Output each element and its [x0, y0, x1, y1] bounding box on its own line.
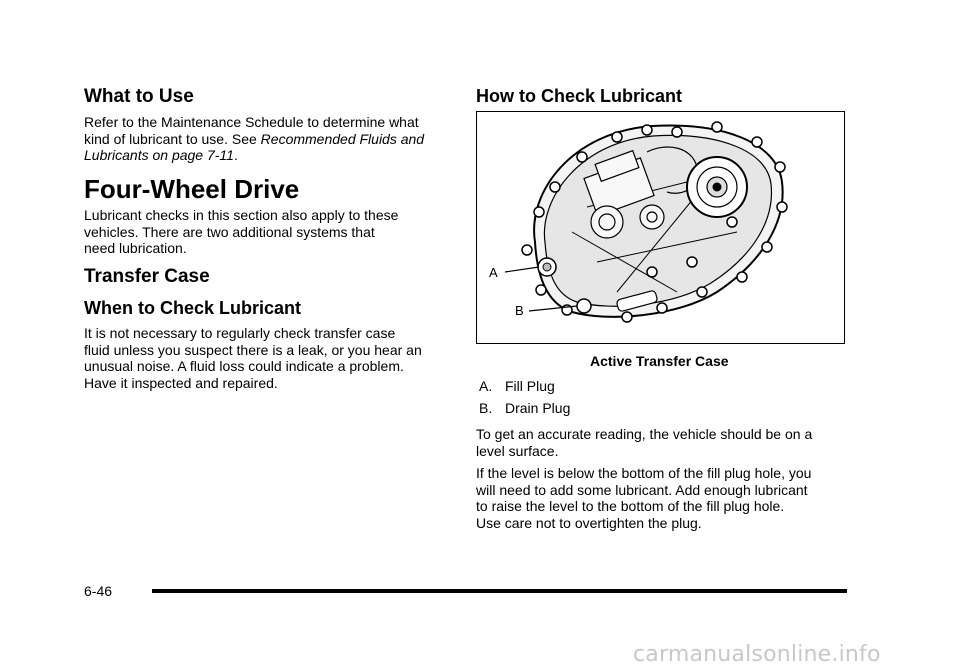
paragraph-line: level surface.: [476, 442, 559, 459]
callout-b-label: B: [515, 303, 524, 318]
paragraph-line: vehicles. There are two additional systems that: [84, 223, 375, 240]
page-number: 6-46: [84, 583, 113, 599]
paragraph-line: will need to add some lubricant. Add enough lubricant: [476, 481, 808, 498]
transfer-case-heading: Transfer Case: [84, 266, 210, 287]
paragraph-line: need lubrication.: [84, 240, 187, 256]
paragraph-line: Refer to the Maintenance Schedule to determine what: [84, 114, 419, 130]
paragraph-line: [84, 147, 424, 164]
paragraph-line: to raise the level to the bottom of the fill plug hole.: [476, 498, 785, 514]
how-to-check-heading: How to Check Lubricant: [476, 86, 683, 106]
legend-text: Drain Plug: [505, 400, 571, 416]
cross-reference-link[interactable]: Recommended Fluids and: [260, 130, 425, 147]
paragraph-line: Have it inspected and repaired.: [84, 374, 278, 391]
legend-key: B.: [479, 400, 493, 416]
watermark: carmanualsonline.info: [633, 642, 881, 667]
paragraph-line: If the level is below the bottom of the fill plug hole, you: [476, 465, 812, 481]
paragraph-line: To get an accurate reading, the vehicle should be on a: [476, 426, 813, 442]
paragraph-line: unusual noise. A fluid loss could indicate a problem.: [84, 358, 404, 374]
footer-divider: [152, 589, 847, 593]
when-to-check-heading: When to Check Lubricant: [84, 298, 302, 318]
paragraph-line: Lubricant checks in this section also apply to these: [84, 207, 399, 223]
what-to-use-heading: What to Use: [84, 86, 194, 107]
transfer-case-illustration: [476, 111, 845, 344]
paragraph-line: It is not necessary to regularly check transfer case: [84, 325, 396, 341]
legend-item-a: [479, 378, 555, 394]
what-to-use-paragraph: [84, 114, 424, 164]
legend-key: A.: [479, 378, 493, 394]
level-surface-paragraph: [476, 426, 812, 459]
when-to-check-paragraph: [84, 325, 422, 391]
fill-level-paragraph: [476, 465, 811, 531]
paragraph-line: fluid unless you suspect there is a leak, or you hear an: [84, 341, 422, 358]
figure-caption: Active Transfer Case: [590, 353, 729, 369]
legend-item-b: [479, 400, 570, 416]
paragraph-line: [84, 131, 424, 148]
legend-text: Fill Plug: [505, 378, 555, 394]
transfer-case-drawing: [477, 112, 845, 344]
cross-reference-link[interactable]: Lubricants on page 7-11: [84, 147, 234, 163]
callout-a-label: A: [489, 265, 498, 280]
four-wheel-drive-paragraph: [84, 207, 398, 257]
paragraph-text: kind of lubricant to use. See: [84, 130, 261, 147]
paragraph-text: .: [233, 147, 238, 163]
four-wheel-drive-heading: Four-Wheel Drive: [84, 174, 300, 204]
paragraph-line: Use care not to overtighten the plug.: [476, 514, 702, 531]
